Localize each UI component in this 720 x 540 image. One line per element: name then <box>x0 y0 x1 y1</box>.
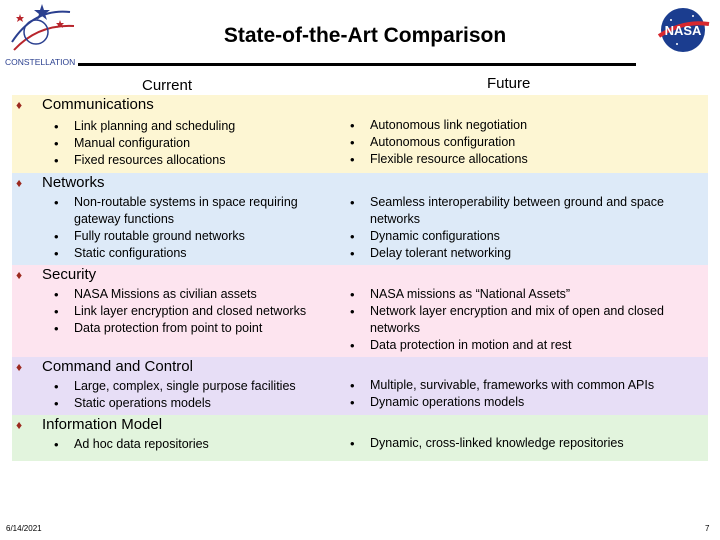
category-information-model <box>16 416 162 433</box>
svg-text:CONSTELLATION: CONSTELLATION <box>5 57 76 67</box>
list-item: • Dynamic configurations <box>348 228 703 245</box>
future-list-communications <box>348 117 698 168</box>
list-item: • Data protection from point to point <box>52 320 307 337</box>
list-item: • NASA missions as “National Assets” <box>348 286 703 303</box>
diamond-bullet-icon: ♦ <box>16 418 23 432</box>
future-column-header: Future <box>487 75 531 92</box>
list-item: • NASA Missions as civilian assets <box>52 286 307 303</box>
current-list-information-model <box>52 436 332 453</box>
page-title: State-of-the-Art Comparison <box>223 24 507 47</box>
category-label: Networks <box>42 174 105 191</box>
list-item: • Network layer encryption and mix of open and closed networks <box>348 303 703 337</box>
list-item: • Dynamic, cross-linked knowledge repositories <box>348 435 703 452</box>
category-label: Security <box>42 266 97 283</box>
list-item: • Autonomous link negotiation <box>348 117 698 134</box>
category-communications <box>16 96 154 113</box>
list-item: • Dynamic operations models <box>348 394 703 411</box>
future-list-networks <box>348 194 703 262</box>
current-column-header: Current <box>142 77 193 94</box>
list-item: • Static configurations <box>52 245 332 262</box>
category-label: Communications <box>42 96 154 113</box>
category-label: Command and Control <box>42 358 193 375</box>
current-list-security <box>52 286 307 337</box>
list-item: • Fully routable ground networks <box>52 228 332 245</box>
diamond-bullet-icon: ♦ <box>16 360 23 374</box>
list-item: • Link planning and scheduling <box>52 118 322 135</box>
list-item: • Ad hoc data repositories <box>52 436 332 453</box>
list-item: • Autonomous configuration <box>348 134 698 151</box>
list-item: • Non-routable systems in space requiring gateway functions <box>52 194 332 228</box>
nasa-logo <box>655 6 711 54</box>
current-list-communications <box>52 118 322 169</box>
current-list-command-and-control <box>52 378 342 412</box>
list-item: • Large, complex, single purpose facilities <box>52 378 342 395</box>
list-item: • Link layer encryption and closed networks <box>52 303 307 320</box>
diamond-bullet-icon: ♦ <box>16 176 23 190</box>
footer-date: 6/14/2021 <box>6 524 42 533</box>
category-label: Information Model <box>42 416 163 433</box>
list-item: • Seamless interoperability between ground and space networks <box>348 194 703 228</box>
diamond-bullet-icon: ♦ <box>16 268 23 282</box>
diamond-bullet-icon: ♦ <box>16 98 23 112</box>
category-command-and-control <box>16 358 193 375</box>
future-list-information-model <box>348 435 703 452</box>
list-item: • Data protection in motion and at rest <box>348 337 703 354</box>
svg-text:NASA: NASA <box>664 23 702 38</box>
list-item: • Fixed resources allocations <box>52 152 322 169</box>
page-number: 7 <box>705 524 710 533</box>
constellation-logo <box>4 2 84 68</box>
list-item: • Flexible resource allocations <box>348 151 698 168</box>
current-list-networks <box>52 194 332 262</box>
list-item: • Manual configuration <box>52 135 322 152</box>
list-item: • Delay tolerant networking <box>348 245 703 262</box>
category-security <box>16 266 96 283</box>
category-networks <box>16 174 105 191</box>
list-item: • Multiple, survivable, frameworks with common APIs <box>348 377 703 394</box>
future-list-security <box>348 286 703 354</box>
future-list-command-and-control <box>348 377 703 411</box>
list-item: • Static operations models <box>52 395 342 412</box>
title-underline <box>78 63 636 66</box>
